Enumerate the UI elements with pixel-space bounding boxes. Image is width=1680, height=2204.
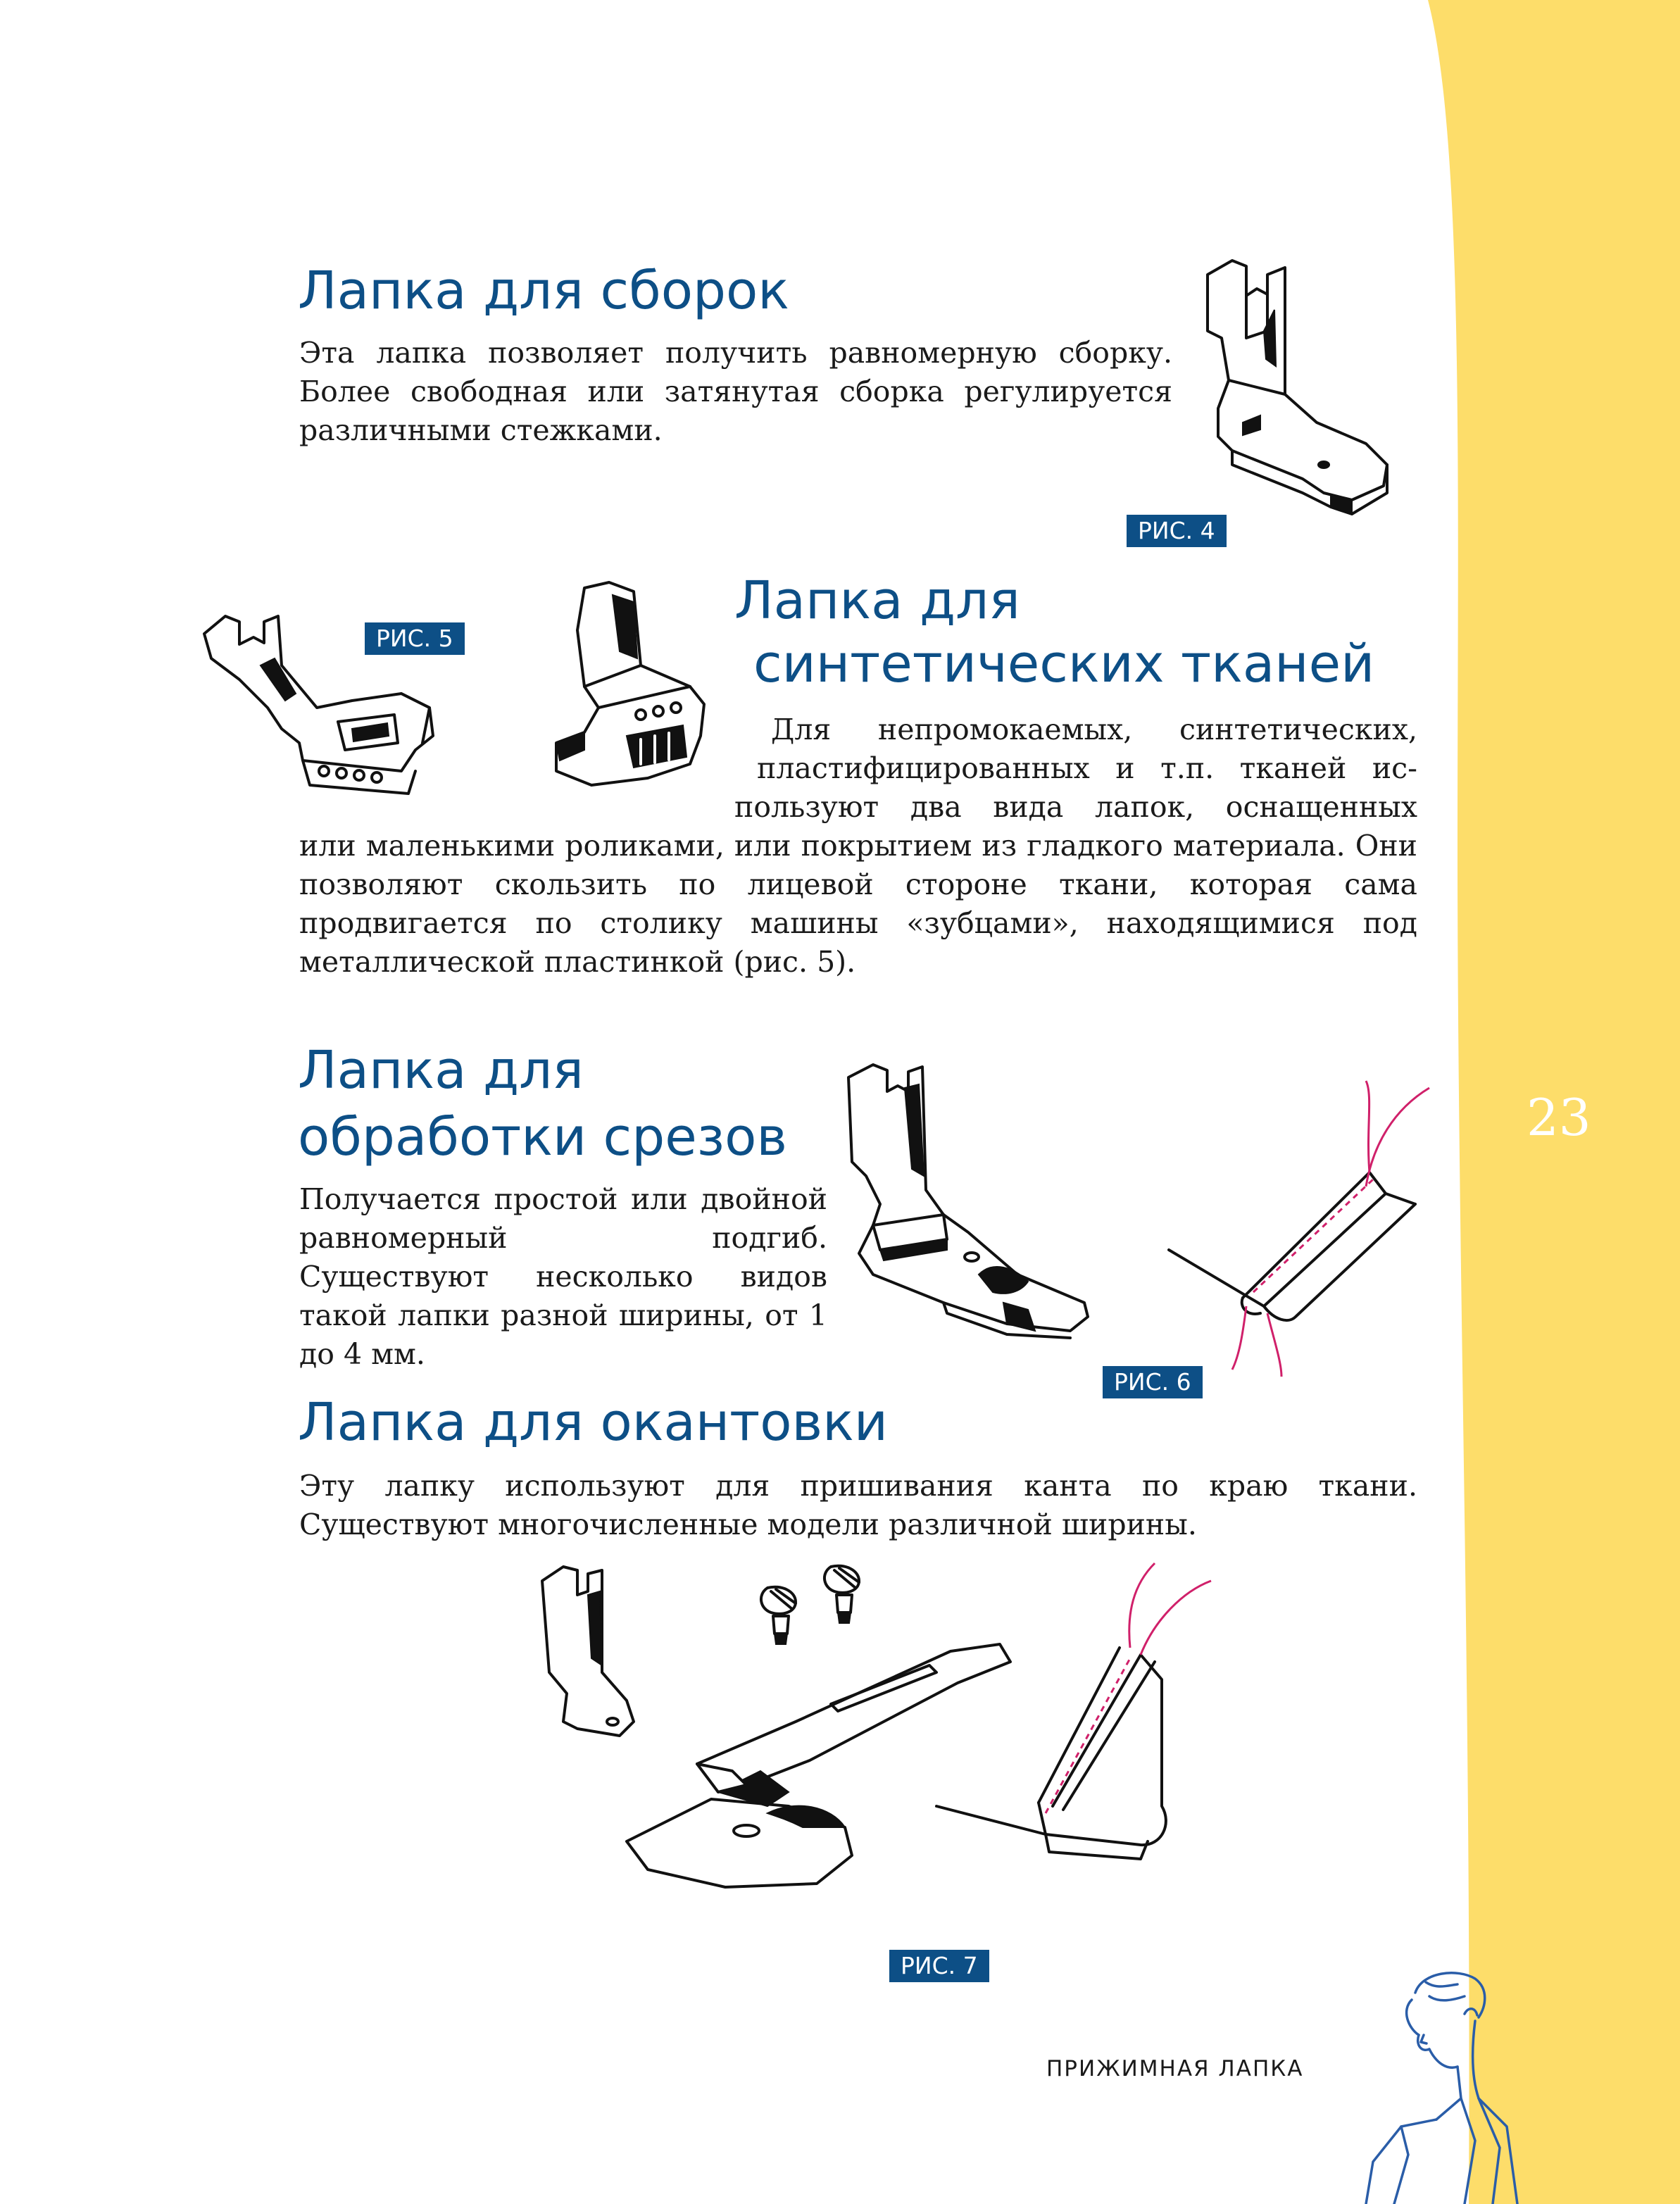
page-number: 23 (1527, 1088, 1591, 1147)
gathering-foot-icon (1190, 253, 1401, 542)
hem-fabric-icon (1162, 1081, 1436, 1377)
synthetic-title-line2: синтетических тканей (753, 634, 1375, 694)
woman-sketch-icon (1359, 1965, 1528, 2204)
gathering-text: Эта лапка позволяет получить равномерную сборку. Более свободная или затянутая сборка регулируется различными стежками. (299, 336, 1172, 447)
teflon-foot-icon (542, 581, 725, 792)
hemming-text: Получается простой или двойной равномерный подгиб. Существуют несколько видов такой лапки разной ширины, от 1 до 4 мм. (299, 1182, 827, 1371)
synthetic-text-line2: пластифицированных и т.п. тканей ис- (757, 751, 1417, 785)
hemming-title-line2: обработки срезов (298, 1107, 787, 1167)
figure-label-7: РИС. 7 (889, 1950, 989, 1982)
figure-label-5: РИС. 5 (365, 622, 465, 655)
running-footer: ПРИЖИМНАЯ ЛАПКА (1046, 2056, 1304, 2081)
binding-title: Лапка для окантовки (298, 1392, 888, 1453)
hemmer-foot-icon (845, 1063, 1098, 1345)
figure-label-4: РИС. 4 (1127, 515, 1227, 547)
synthetic-text-line1: Для непромокаемых, синтетических, (771, 713, 1417, 746)
hemming-title-line1: Лапка для (298, 1040, 584, 1101)
synthetic-text-body: или маленькими роликами, или покрытием из гладкого материала. Они позволяют скользить по лицевой стороне ткани, которая сама продвигается по столику машины «зубцами», находящимися под металлической пластинкой (рис. 5). (299, 829, 1417, 979)
binding-text: Эту лапку используют для пришивания канта по краю ткани. Существуют многочисленные модели различной ширины. (299, 1469, 1417, 1541)
gathering-title: Лапка для сборок (298, 261, 789, 321)
synthetic-text-line3: пользуют два вида лапок, оснащенных (734, 790, 1417, 824)
binding-fabric-icon (929, 1563, 1253, 1873)
synthetic-title-line1: Лапка для (734, 570, 1020, 631)
figure-label-6: РИС. 6 (1103, 1366, 1203, 1398)
